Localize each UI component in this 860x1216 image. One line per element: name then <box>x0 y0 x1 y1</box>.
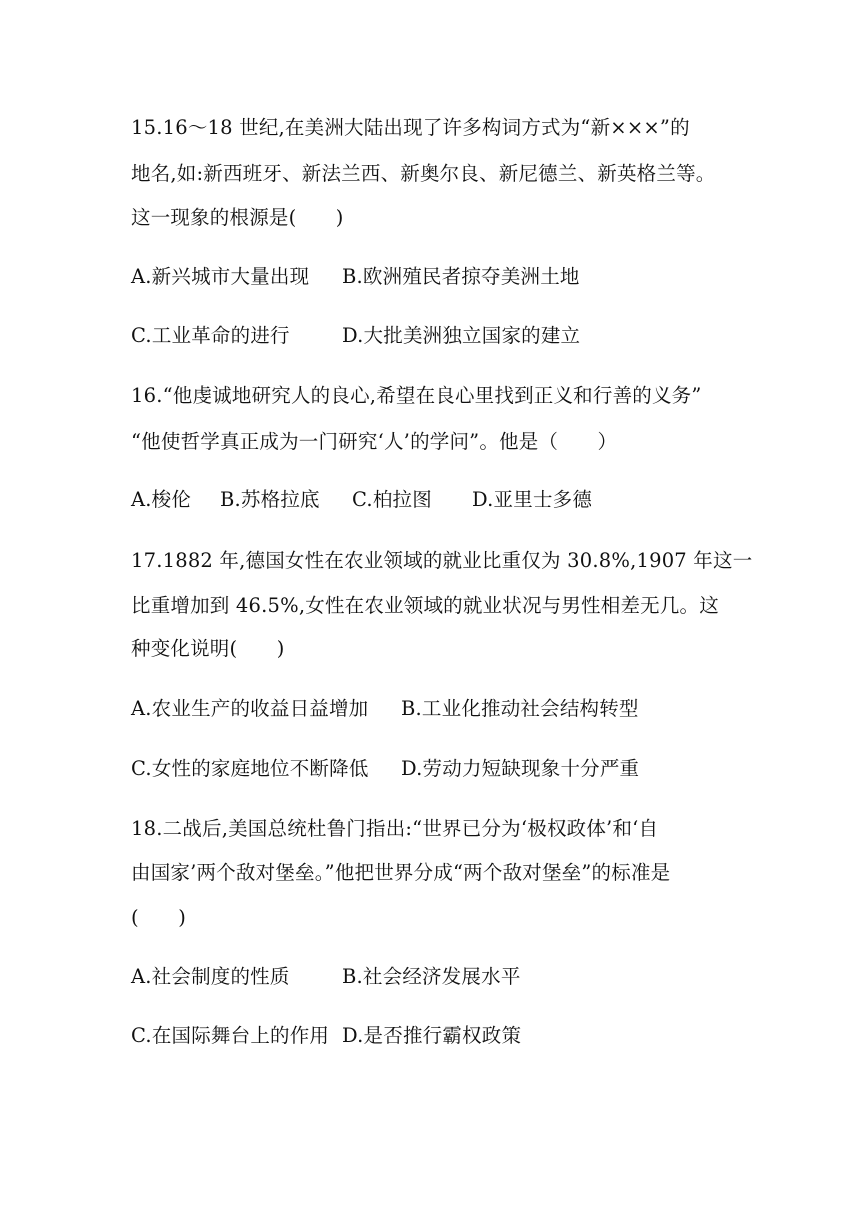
question-17-stem-line-1: 17.1882 年,德国女性在农业领域的就业比重仅为 30.8%,1907 年这一 <box>131 549 753 572</box>
question-15-stem-line-3: 这一现象的根源是( ) <box>131 206 344 229</box>
question-18-option-c: C.在国际舞台上的作用 <box>131 1024 330 1047</box>
question-17-option-a: A.农业生产的收益日益增加 <box>131 697 369 720</box>
question-15-option-d: D.大批美洲独立国家的建立 <box>342 324 581 347</box>
question-15-stem-line-2: 地名,如:新西班牙、新法兰西、新奥尔良、新尼德兰、新英格兰等。 <box>131 162 716 185</box>
question-17-stem-line-2: 比重增加到 46.5%,女性在农业领域的就业状况与男性相差无几。这 <box>131 594 719 617</box>
question-16-option-d: D.亚里士多德 <box>472 488 593 511</box>
question-16-stem-line-1: 16.“他虔诚地研究人的良心,希望在良心里找到正义和行善的义务” <box>131 384 702 407</box>
question-18-option-b: B.社会经济发展水平 <box>342 965 521 988</box>
question-18-stem-line-2: 由国家’两个敌对堡垒。”他把世界分成“两个敌对堡垒”的标准是 <box>131 861 671 884</box>
question-18-stem-line-1: 18.二战后,美国总统杜鲁门指出:“世界已分为‘极权政体’和‘自 <box>131 817 659 840</box>
question-17-option-c: C.女性的家庭地位不断降低 <box>131 757 369 780</box>
question-15-option-b: B.欧洲殖民者掠夺美洲土地 <box>342 265 580 288</box>
question-15-option-a: A.新兴城市大量出现 <box>131 265 310 288</box>
question-16-option-a: A.梭伦 <box>131 488 192 511</box>
question-16-stem-line-2: “他使哲学真正成为一门研究‘人’的学问”。他是（ ） <box>131 430 618 453</box>
question-17-option-b: B.工业化推动社会结构转型 <box>401 697 639 720</box>
question-15-option-c: C.工业革命的进行 <box>131 324 290 347</box>
question-18-stem-line-3: ( ) <box>131 906 187 929</box>
question-17-option-d: D.劳动力短缺现象十分严重 <box>401 757 640 780</box>
question-18-option-a: A.社会制度的性质 <box>131 965 290 988</box>
question-15-stem-line-1: 15.16～18 世纪,在美洲大陆出现了许多构词方式为“新×××”的 <box>131 116 690 139</box>
question-16-option-b: B.苏格拉底 <box>220 488 320 511</box>
question-18-option-d: D.是否推行霸权政策 <box>342 1024 522 1047</box>
question-16-option-c: C.柏拉图 <box>352 488 432 511</box>
question-17-stem-line-3: 种变化说明( ) <box>131 637 285 660</box>
